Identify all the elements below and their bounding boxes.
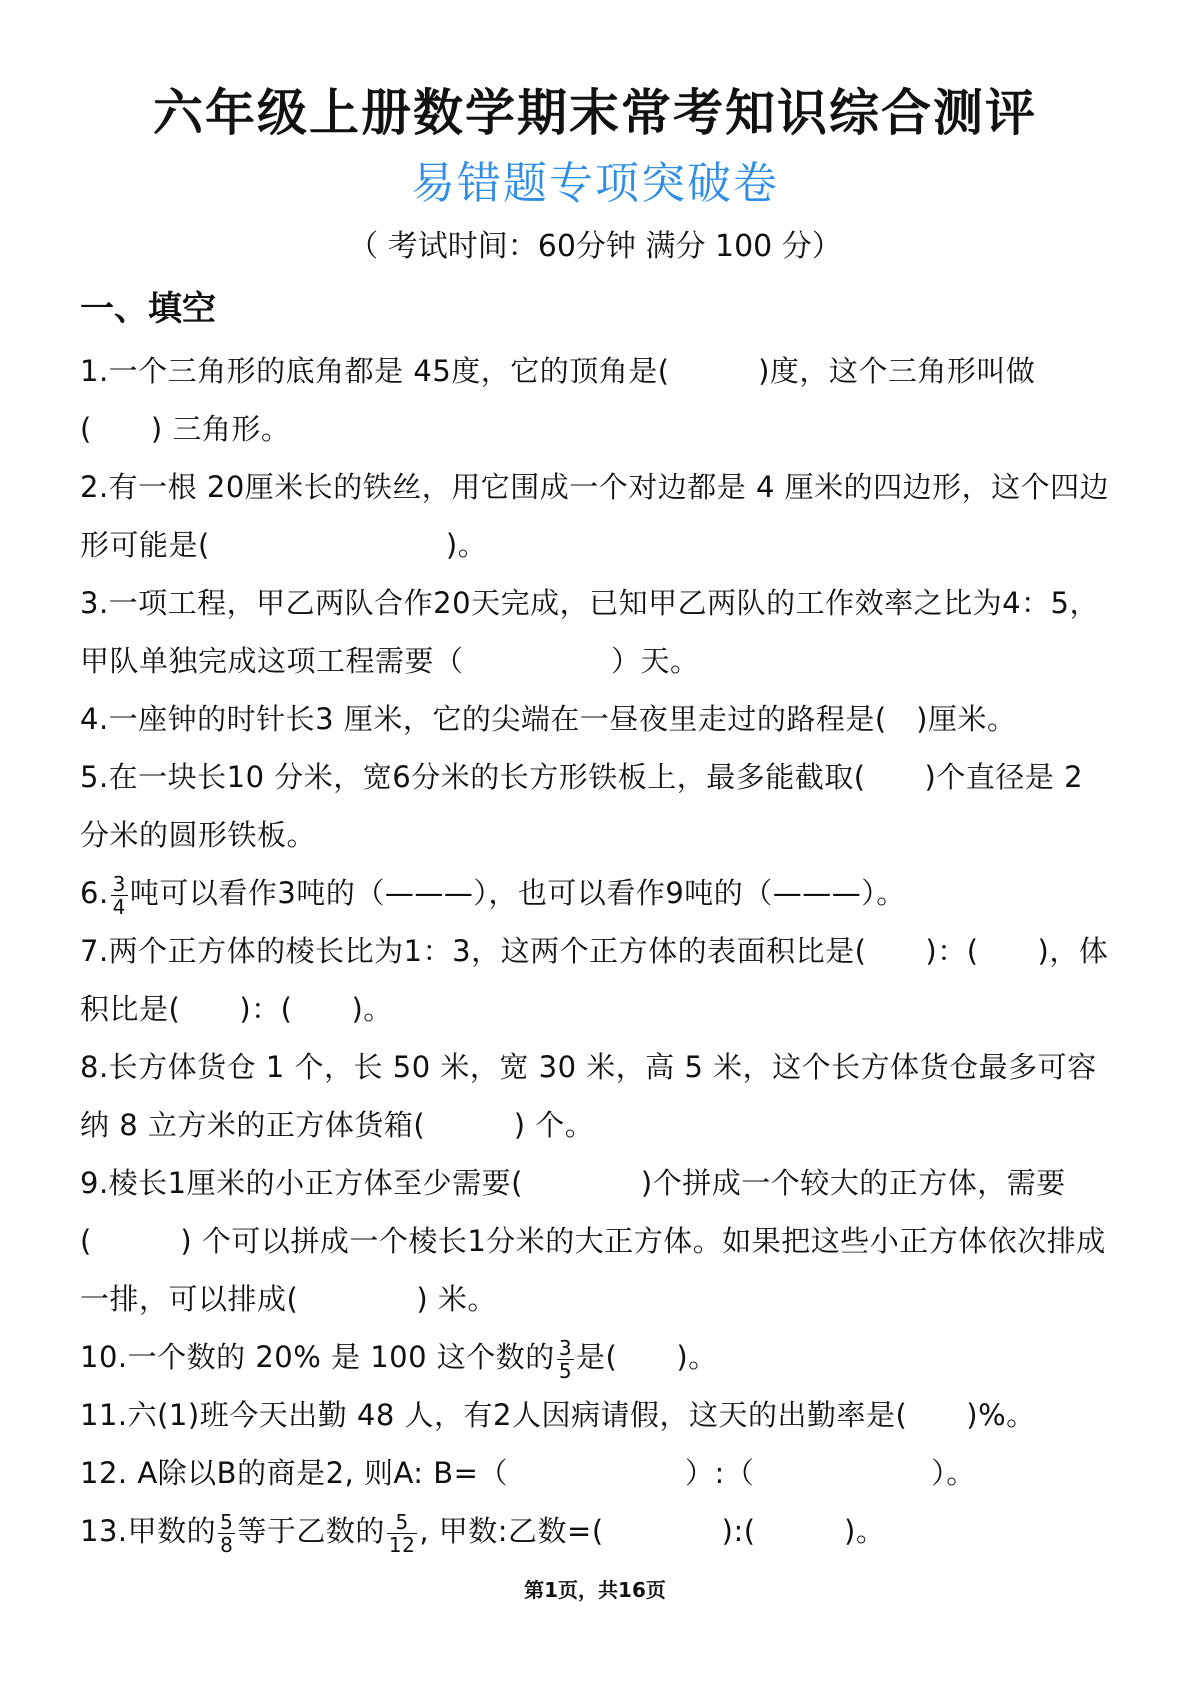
question-6-prefix: 6.: [80, 876, 109, 910]
question-8: 8.长方体货仓 1 个，长 50 米，宽 30 米，高 5 米，这个长方体货仓最多可容纳 8 立方米的正方体货箱( ) 个。: [80, 1050, 1097, 1142]
question-9: 9.棱长1厘米的小正方体至少需要( )个拼成一个较大的正方体，需要( ) 个可以拼成一个棱长1分米的大正方体。如果把这些小正方体依次排成一排，可以排成( ) 米。: [80, 1166, 1106, 1316]
question-13: [80, 1502, 1110, 1560]
fraction-denominator: 12: [388, 1532, 416, 1557]
question-10-suffix: 是( )。: [576, 1340, 718, 1374]
fraction: [557, 1337, 574, 1382]
page-title: 六年级上册数学期末常考知识综合测评: [153, 84, 1037, 142]
question-6: [80, 864, 1110, 922]
fraction-numerator: 5: [387, 1511, 417, 1534]
fraction-numerator: 3: [558, 1335, 573, 1360]
fraction-numerator: 5: [220, 1509, 234, 1534]
fraction: [218, 1511, 235, 1556]
question-11: 11.六(1)班今天出勤 48 人，有2人因病请假，这天的出勤率是( )%。: [80, 1398, 1036, 1432]
fraction-denominator: 5: [558, 1358, 573, 1383]
question-4: 4.一座钟的时针长3 厘米，它的尖端在一昼夜里走过的路程是( )厘米。: [80, 702, 1017, 736]
exam-info: （ 考试时间：60分钟 满分 100 分）: [348, 229, 842, 264]
page-number: 第1页，共16页: [524, 1578, 666, 1602]
fraction-denominator: 8: [220, 1532, 234, 1557]
question-list: [80, 342, 1110, 1560]
question-10-prefix: 10.一个数的 20% 是 100 这个数的: [80, 1340, 555, 1374]
question-12: 12. A除以B的商是2, 则A: B=（ ）:（ ）。: [80, 1456, 976, 1490]
question-6-text: 吨可以看作3吨的（———），也可以看作9吨的（———）。: [129, 876, 906, 910]
question-1: 1.一个三角形的底角都是 45度，它的顶角是( )度，这个三角形叫做( ) 三角形。: [80, 354, 1036, 446]
fraction-denominator: 4: [112, 894, 126, 919]
question-13-prefix: 13.甲数的: [80, 1514, 217, 1548]
question-7: 7.两个正方体的棱长比为1：3，这两个正方体的表面积比是( )：( )，体积比是( )：( )。: [80, 934, 1109, 1026]
question-10: [80, 1328, 1110, 1386]
question-13-middle: 等于乙数的: [237, 1514, 385, 1548]
question-3: 3.一项工程，甲乙两队合作20天完成，已知甲乙两队的工作效率之比为4：5，甲队单独完成这项工程需要（ ）天。: [80, 586, 1099, 678]
fraction-numerator: 3: [112, 871, 126, 896]
question-5: 5.在一块长10 分米，宽6分米的长方形铁板上，最多能截取( )个直径是 2 分米的圆形铁板。: [80, 760, 1084, 852]
fraction: [387, 1511, 417, 1556]
section-title: 一、填空: [80, 289, 216, 329]
question-2: 2.有一根 20厘米长的铁丝，用它围成一个对边都是 4 厘米的四边形，这个四边形可能是( )。: [80, 470, 1110, 562]
fraction: [111, 873, 128, 918]
question-13-suffix: , 甲数:乙数=( ):( )。: [419, 1514, 886, 1548]
page-subtitle: 易错题专项突破卷: [411, 158, 779, 209]
